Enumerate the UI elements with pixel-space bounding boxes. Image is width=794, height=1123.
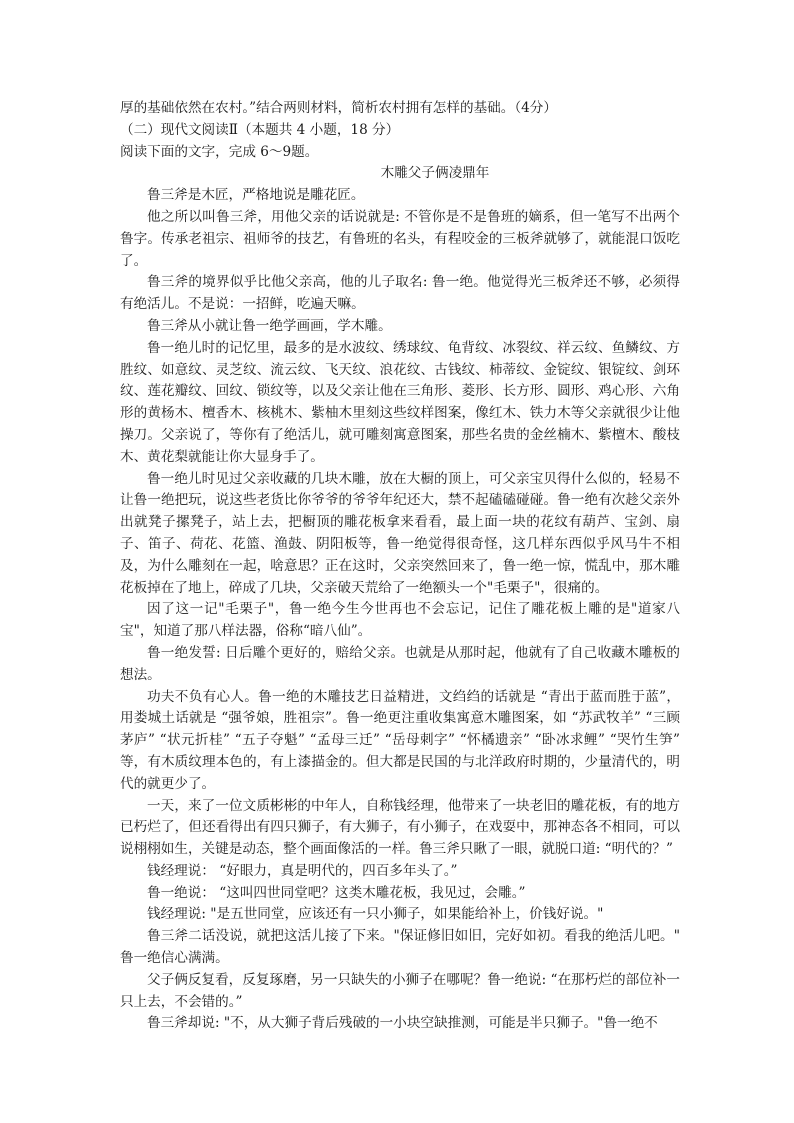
- paragraph: 鲁三斧的境界似乎比他父亲高，他的儿子取名: 鲁一绝。他觉得光三板斧还不够，必须得有绝活儿。不是说：一招鲜，吃遍天嘛。: [120, 274, 680, 313]
- document-page: [120, 98, 680, 1035]
- paragraph: 鲁一绝儿时的记忆里，最多的是水波纹、绣球纹、龟背纹、冰裂纹、祥云纹、鱼鳞纹、方胜纹、如意纹、灵芝纹、流云纹、飞天纹、浪花纹、古钱纹、柿蒂纹、金锭纹、银锭纹、剑环纹、莲花瓣纹、回纹、锁纹等，以及父亲让他在三角形、菱形、长方形、圆形、鸡心形、六角形的黄杨木、檀香木、核桃木、紫柚木里刻这些纹样图案，像红木、铁力木等父亲就很少让他操刀。父亲说了，等你有了绝活儿，就可雕刻寓意图案，那些名贵的金丝楠木、紫檀木、酸枝木、黄花梨就能让你大显身手了。: [120, 339, 680, 465]
- paragraph: 父子俩反复看，反复琢磨，另一只缺失的小狮子在哪呢？鲁一绝说: “在那朽烂的部位补一只上去，不会错的。”: [120, 971, 680, 1010]
- paragraph: 鲁一绝儿时见过父亲收藏的几块木雕，放在大橱的顶上，可父亲宝贝得什么似的，轻易不让鲁一绝把玩，说这些老货比你爷爷的爷爷年纪还大，禁不起磕磕碰碰。鲁一绝有次趁父亲外出就凳子摞凳子，站上去，把橱顶的雕花板拿来看看，最上面一块的花纹有葫芦、宝剑、扇子、笛子、荷花、花篮、渔鼓、阴阳板等，鲁一绝觉得很奇怪，这几样东西似乎风马牛不相及，为什么雕刻在一起，啥意思？正在这时，父亲突然回来了，鲁一绝一惊，慌乱中，那木雕花板掉在了地上，碎成了几块，父亲破天荒给了一绝额头一个"毛栗子"，很痛的。: [120, 470, 680, 596]
- paragraph: 鲁三斧从小就让鲁一绝学画画，学木雕。: [147, 317, 392, 334]
- paragraph: 鲁三斧是木匠，严格地说是雕花匠。: [147, 187, 365, 204]
- paragraph: 功夫不负有心人。鲁一绝的木雕技艺日益精进，文绉绉的话就是 “青出于蓝而胜于蓝”，用娄城土话就是 “强爷娘，胜祖宗”。鲁一绝更注重收集寓意木雕图案，如 “苏武牧羊” “三顾茅庐” “状元折桂” “五子夺魁” “孟母三迁” “岳母刺字” “怀橘遗亲” “卧冰求鲤” “哭竹生笋” 等，有木质纹理本色的，有上漆描金的。但大都是民国的与北洋政府时期的，少量清代的，明代的就更少了。: [120, 688, 680, 792]
- article-title: 木雕父子俩凌鼎年: [380, 165, 490, 182]
- paragraph: 钱经理说: "是五世同堂，应该还有一只小狮子，如果能给补上，价钱好说。": [147, 906, 604, 923]
- paragraph: 鲁三斧二话没说，就把这活儿接了下来。"保证修旧如旧，完好如初。看我的绝活儿吧。" 鲁一绝信心满满。: [120, 928, 680, 967]
- paragraph: 鲁一绝发誓: 日后雕个更好的，赔给父亲。也就是从那时起，他就有了自己收藏木雕板的想法。: [120, 644, 680, 683]
- question-tail: 厚的基础依然在农村。”结合两则材料，简析农村拥有怎样的基础。（4分）: [120, 100, 557, 116]
- paragraph: 鲁一绝说： “这叫四世同堂吧？这类木雕花板，我见过，会雕。”: [147, 884, 526, 901]
- paragraph: 鲁三斧却说: "不，从大狮子背后残破的一小块空缺推测，可能是半只狮子。"鲁一绝不: [147, 1015, 658, 1032]
- paragraph: 一天，来了一位文质彬彬的中年人，自称钱经理，他带来了一块老旧的雕花板，有的地方已朽烂了，但还看得出有四只狮子，有大狮子，有小狮子，在戏耍中，那神态各不相同，可以说栩栩如生，关键是动态，整个画面像活的一样。鲁三斧只瞅了一眼，就脱口道: “明代的？”: [120, 797, 680, 858]
- paragraph: 他之所以叫鲁三斧，用他父亲的话说就是: 不管你是不是鲁班的嫡系，但一笔写不出两个鲁字。传承老祖宗、祖师爷的技艺，有鲁班的名头，有程咬金的三板斧就够了，就能混口饭吃了。: [120, 208, 680, 269]
- paragraph: 因了这一记"毛栗子"，鲁一绝今生今世再也不会忘记，记住了雕花板上雕的是"道家八宝"，知道了那八样法器，俗称“暗八仙”。: [120, 601, 680, 640]
- paragraph: 钱经理说： “好眼力，真是明代的，四百多年头了。”: [147, 862, 458, 879]
- section-heading: （二）现代文阅读Ⅱ（本题共 4 小题，18 分）: [120, 121, 400, 138]
- reading-instruction: 阅读下面的文字，完成 6～9题。: [120, 143, 319, 160]
